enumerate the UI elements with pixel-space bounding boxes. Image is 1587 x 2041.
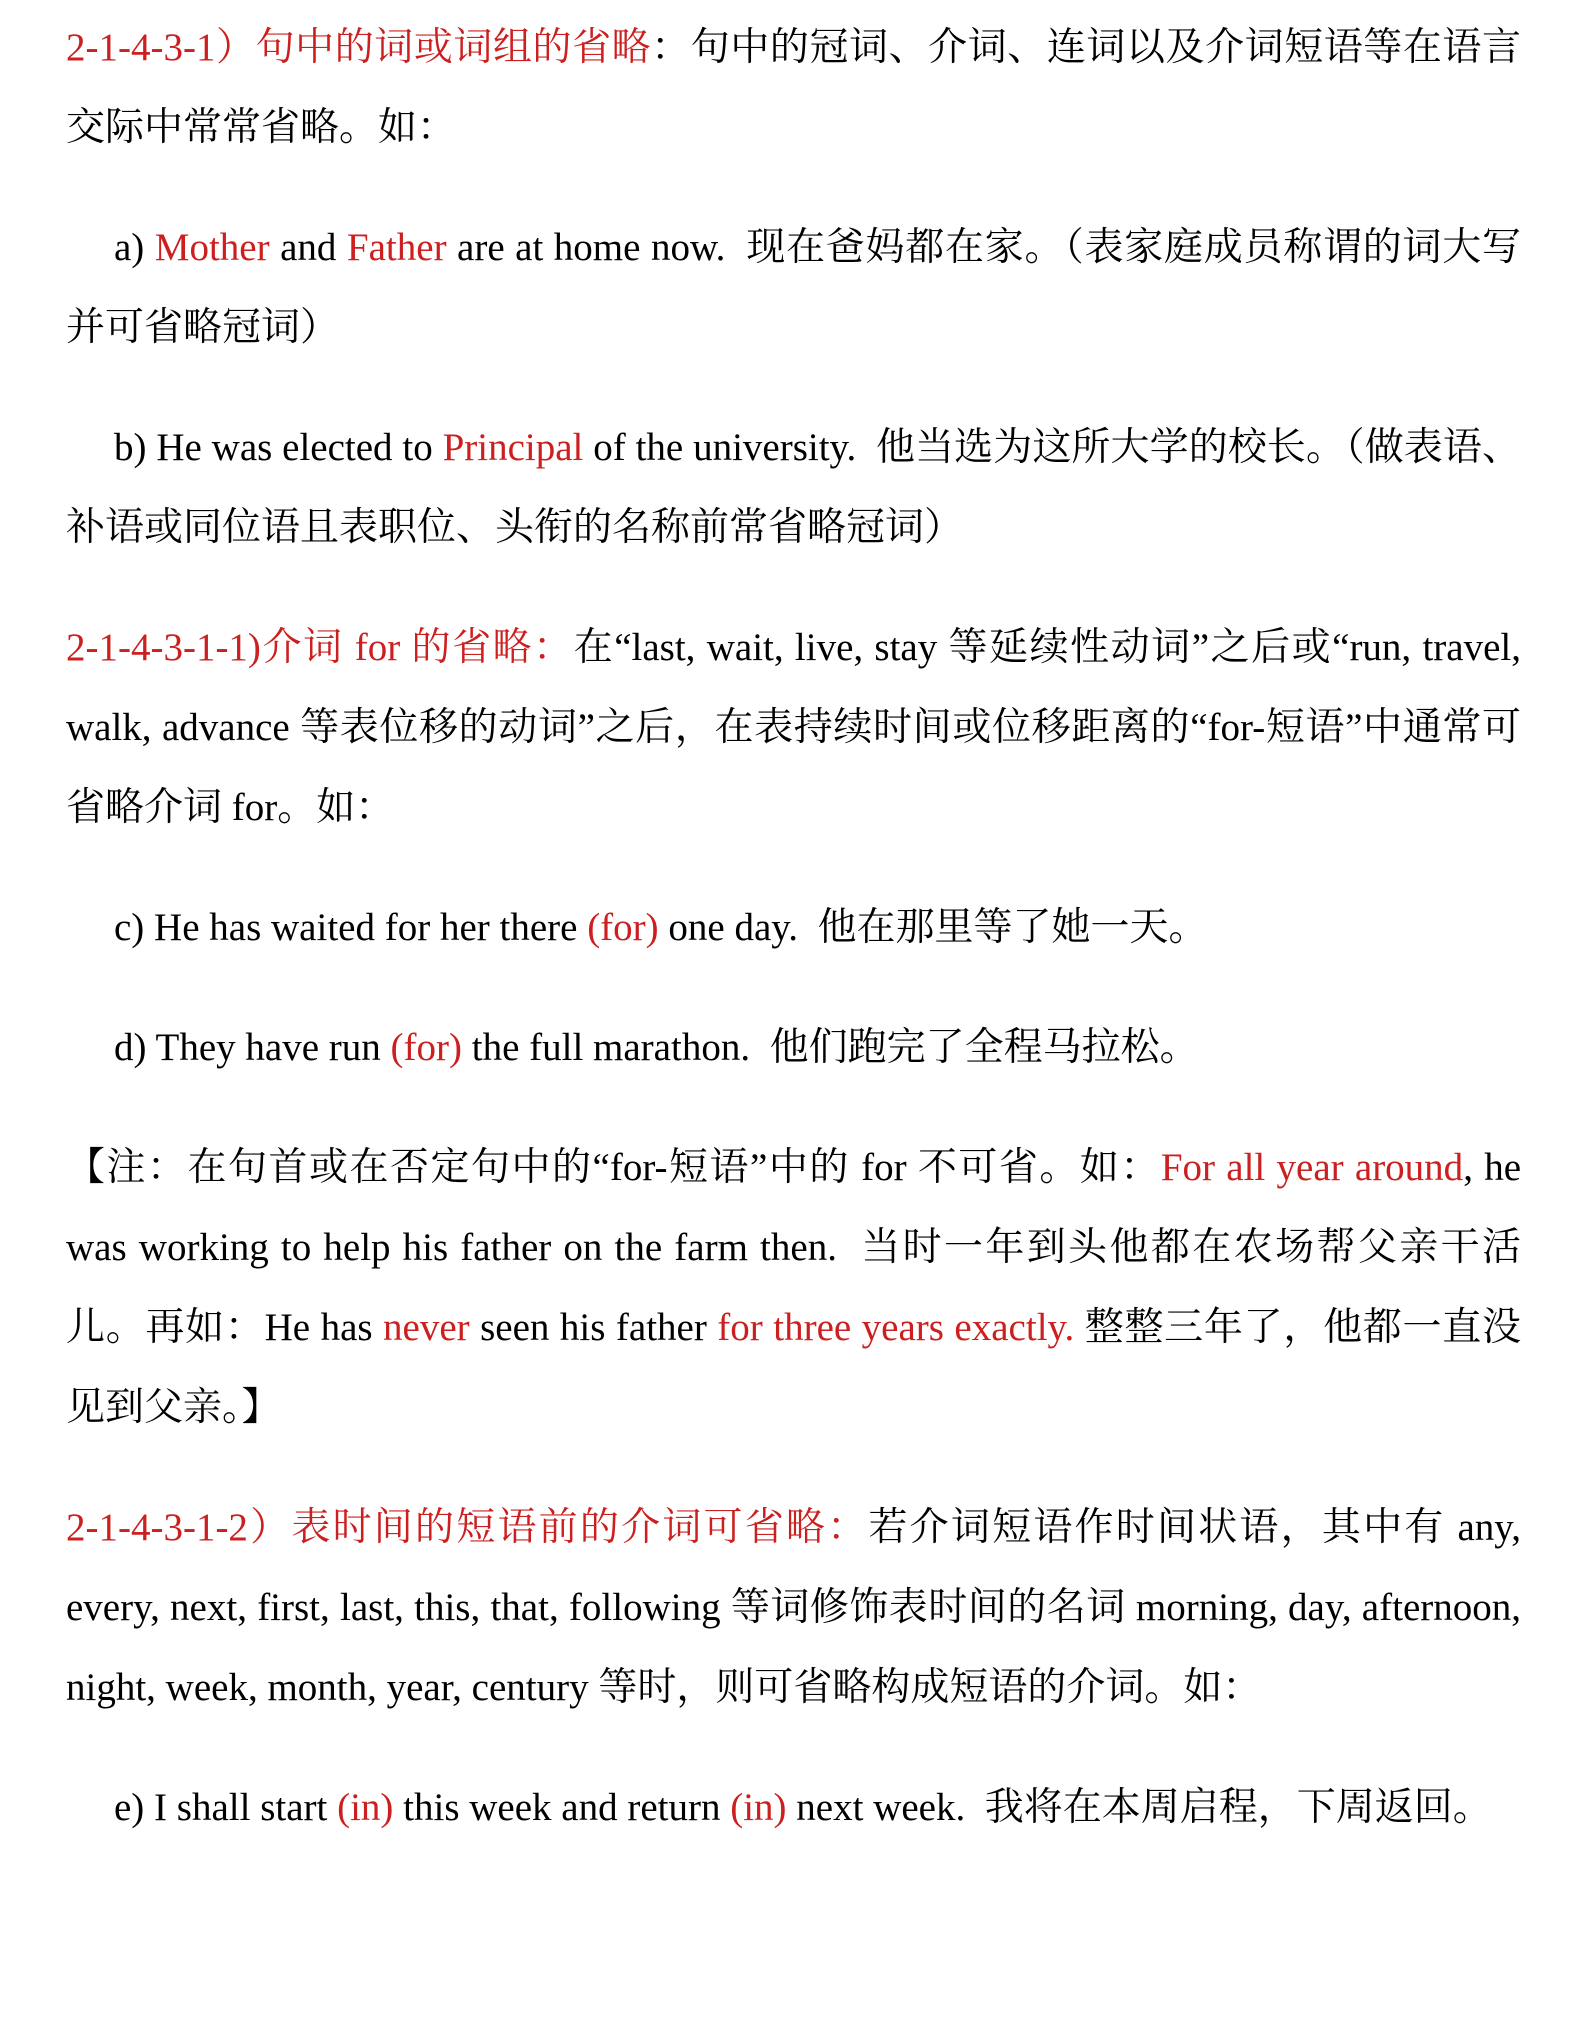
text-run: 若介词短语作时间状语，其中有 any, every, next, first, last, this, that, following 等词修饰表时间的名词 morning, day, afternoon, night, week, month, year, century 等时，则可省略构成短语的介词。如： (66, 1506, 1521, 1709)
text-run-red: Father (346, 226, 447, 269)
text-run: the full marathon. 他们跑完了全程马拉松。 (461, 1026, 1199, 1069)
text-run: c) He has waited for her there (114, 906, 588, 949)
text-run: this week and return (393, 1786, 731, 1829)
example-e (66, 1768, 1521, 1848)
text-run: of the university. 他当选为这所大学的校长。（做表语、补语或同位语且表职位、头衔的名称前常省略冠词） (66, 426, 1521, 549)
text-run-red: For all year around (1160, 1146, 1464, 1189)
text-run: 在“last, wait, live, stay 等延续性动词”之后或“run, travel, walk, advance 等表位移的动词”之后，在表持续时间或位移距离的“for-短语”中通常可省略介词 for。如： (66, 626, 1521, 829)
text-run: next week. 我将在本周启程，下周返回。 (786, 1786, 1492, 1829)
text-run: d) They have run (114, 1026, 391, 1069)
document-body (66, 8, 1521, 1848)
text-run-red: (in) (730, 1786, 787, 1829)
example-b (66, 408, 1521, 568)
text-run: 【注：在句首或在否定句中的“for-短语”中的 for 不可省。如： (66, 1146, 1161, 1189)
text-run: , he was working to help his father on the farm then. 当时一年到头他都在农场帮父亲干活儿。再如：He has (66, 1146, 1522, 1349)
text-run: ：句中的冠词、介词、连词以及介词短语等在语言交际中常常省略。如： (66, 26, 1521, 149)
text-run-red: Mother (154, 226, 270, 269)
text-run-red: (for) (587, 906, 659, 949)
section-heading-2-1-4-3-1-1 (66, 608, 1521, 848)
text-run-red: (in) (337, 1786, 394, 1829)
text-run-red: never (383, 1306, 470, 1349)
text-run: e) I shall start (114, 1786, 338, 1829)
section-heading-2-1-4-3-1 (66, 8, 1521, 168)
text-run-red: 2-1-4-3-1-2）表时间的短语前的介词可省略： (66, 1506, 869, 1549)
text-run-red: for three years exactly. (717, 1306, 1075, 1349)
text-run-red: (for) (390, 1026, 462, 1069)
text-run-red: Principal (442, 426, 584, 469)
text-run: 整整三年了，他都一直没见到父亲。】 (66, 1306, 1521, 1429)
note-paragraph (66, 1128, 1521, 1448)
section-heading-2-1-4-3-1-2 (66, 1488, 1521, 1728)
text-run-red: 2-1-4-3-1-1)介词 for 的省略： (66, 626, 574, 669)
text-run: and (269, 226, 347, 269)
example-c (66, 888, 1521, 968)
text-run: b) He was elected to (114, 426, 443, 469)
text-run: seen his father (469, 1306, 718, 1349)
text-run: are at home now. 现在爸妈都在家。（表家庭成员称谓的词大写并可省略冠词） (66, 226, 1521, 349)
text-run-red: 2-1-4-3-1）句中的词或词组的省略 (66, 26, 652, 69)
text-run: one day. 他在那里等了她一天。 (658, 906, 1208, 949)
example-d (66, 1008, 1521, 1088)
text-run: a) (114, 226, 155, 269)
example-a (66, 208, 1521, 368)
